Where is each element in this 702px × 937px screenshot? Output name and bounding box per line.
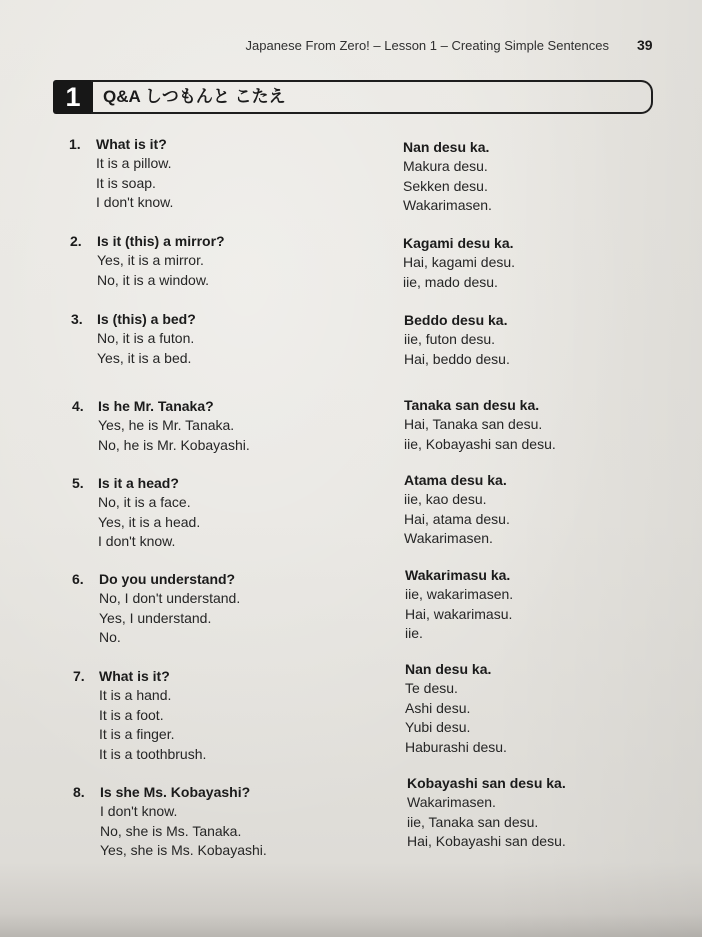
japanese-column [404, 471, 510, 549]
japanese-column [404, 311, 510, 369]
japanese-answer: iie, Tanaka san desu. [407, 813, 539, 830]
item-number: 2. [70, 233, 82, 249]
section-title: Q&A しつもんと こたえ [103, 87, 286, 106]
english-column [98, 397, 250, 455]
english-question: Do you understand? [99, 571, 236, 587]
english-answer: It is a finger. [99, 726, 175, 743]
english-answer: I don't know. [96, 194, 174, 211]
english-answer: I don't know. [98, 533, 176, 550]
english-question: What is it? [96, 136, 167, 152]
english-answer: Yes, it is a head. [98, 513, 201, 530]
japanese-question: Nan desu ka. [405, 661, 492, 677]
japanese-answer: Makura desu. [403, 158, 488, 175]
english-answer: Yes, it is a bed. [97, 349, 192, 366]
english-column [97, 310, 196, 368]
english-answer: No, it is a window. [97, 271, 210, 288]
english-answer: I don't know. [100, 803, 178, 820]
japanese-answer: Sekken desu. [403, 177, 488, 194]
english-answer: It is a pillow. [96, 155, 172, 172]
item-number: 3. [71, 311, 83, 327]
japanese-column [405, 660, 507, 757]
english-column [97, 232, 225, 290]
english-column [99, 570, 240, 648]
english-question: Is (this) a bed? [97, 311, 196, 327]
japanese-answer: iie, wakarimasen. [405, 586, 514, 603]
english-question: Is she Ms. Kobayashi? [100, 784, 251, 800]
japanese-answer: iie, futon desu. [404, 331, 496, 348]
japanese-answer: Wakarimasen. [404, 530, 493, 547]
english-question: Is he Mr. Tanaka? [98, 398, 214, 414]
item-number: 7. [73, 668, 85, 684]
english-answer: It is a toothbrush. [99, 745, 207, 762]
japanese-answer: Hai, beddo desu. [404, 350, 510, 367]
english-question: Is it (this) a mirror? [97, 233, 225, 249]
english-answer: No, it is a face. [98, 494, 191, 511]
japanese-question: Wakarimasu ka. [405, 567, 511, 583]
page-number: 39 [637, 37, 653, 53]
japanese-question: Beddo desu ka. [404, 312, 508, 328]
japanese-answer: Te desu. [405, 680, 458, 697]
english-answer: Yes, he is Mr. Tanaka. [98, 417, 235, 434]
english-answer: Yes, I understand. [99, 609, 212, 626]
item-number: 4. [72, 398, 84, 414]
japanese-answer: Haburashi desu. [405, 738, 507, 755]
english-answer: It is a foot. [99, 706, 164, 723]
english-answer: It is a hand. [99, 687, 172, 704]
japanese-answer: Wakarimasen. [407, 794, 496, 811]
english-answer: No, she is Ms. Tanaka. [100, 822, 242, 839]
japanese-answer: Wakarimasen. [403, 197, 492, 214]
japanese-question: Tanaka san desu ka. [404, 397, 540, 413]
english-question: Is it a head? [98, 475, 179, 491]
japanese-answer: Hai, wakarimasu. [405, 605, 513, 622]
english-column [96, 135, 173, 213]
japanese-answer: Yubi desu. [405, 719, 471, 736]
japanese-column [405, 566, 513, 644]
japanese-question: Atama desu ka. [404, 472, 507, 488]
english-answer: It is soap. [96, 174, 156, 191]
english-column [100, 783, 267, 861]
section-number-badge: 1 [53, 80, 93, 114]
japanese-answer: iie, kao desu. [404, 491, 487, 508]
running-header-title: Japanese From Zero! – Lesson 1 – Creating Simple Sentences [245, 38, 609, 53]
section-title-box [91, 80, 653, 114]
japanese-answer: iie. [405, 625, 423, 642]
japanese-column [404, 396, 556, 454]
english-column [98, 474, 200, 552]
japanese-answer: iie, Kobayashi san desu. [404, 435, 556, 452]
english-answer: No, it is a futon. [97, 330, 195, 347]
item-number: 6. [72, 571, 84, 587]
english-column [99, 667, 206, 764]
english-answer: No, he is Mr. Kobayashi. [98, 436, 250, 453]
english-answer: No. [99, 629, 121, 646]
item-number: 8. [73, 784, 85, 800]
japanese-question: Kagami desu ka. [403, 235, 514, 251]
japanese-question: Kobayashi san desu ka. [407, 775, 566, 791]
japanese-answer: Hai, kagami desu. [403, 254, 516, 271]
japanese-column [403, 138, 492, 216]
japanese-answer: Hai, Tanaka san desu. [404, 416, 543, 433]
japanese-answer: iie, mado desu. [403, 273, 498, 290]
japanese-column [407, 774, 566, 852]
japanese-answer: Hai, Kobayashi san desu. [407, 833, 566, 850]
english-answer: No, I don't understand. [99, 590, 241, 607]
japanese-question: Nan desu ka. [403, 139, 490, 155]
item-number: 1. [69, 136, 81, 152]
japanese-answer: Hai, atama desu. [404, 510, 510, 527]
japanese-answer: Ashi desu. [405, 699, 471, 716]
english-answer: Yes, she is Ms. Kobayashi. [100, 842, 267, 859]
japanese-column [403, 234, 515, 292]
item-number: 5. [72, 475, 84, 491]
english-question: What is it? [99, 668, 170, 684]
english-answer: Yes, it is a mirror. [97, 252, 204, 269]
